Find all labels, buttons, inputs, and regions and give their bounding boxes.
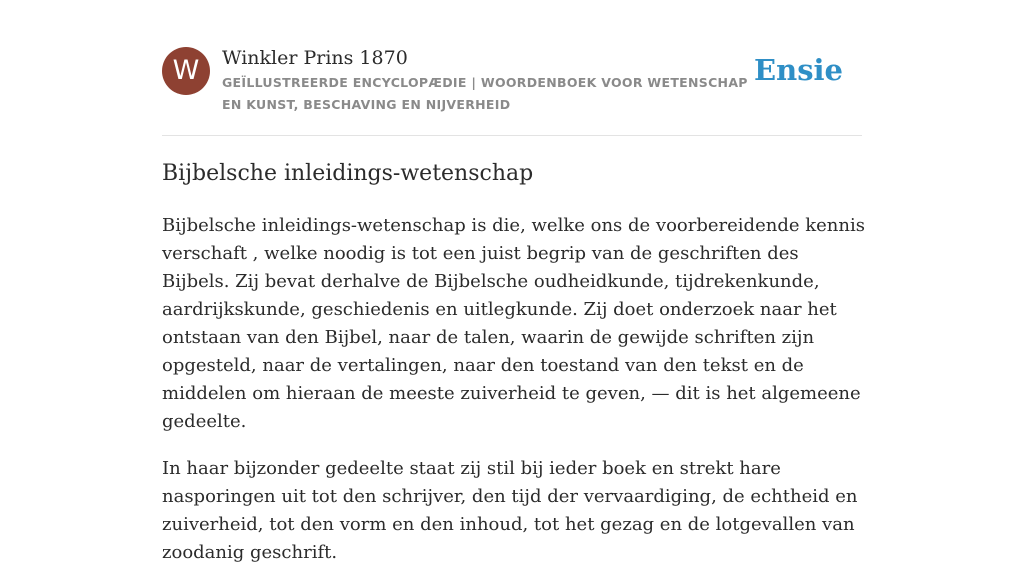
- article-body: [162, 212, 867, 586]
- article-paragraph: Bijbelsche inleidings-wetenschap is die, welke ons de voorbereidende kennis verschaft , welke noodig is tot een juist begrip van de geschriften des Bijbels. Zij bevat derhalve de Bijbelsche oudheidkunde, tijdrekenkunde, aardrijkskunde, geschiedenis en uitlegkunde. Zij doet onderzoek naar het ontstaan van den Bijbel, naar de talen, waarin de gewijde schriften zijn opgesteld, naar de vertalingen, naar den toestand van den tekst en de middelen om hieraan de meeste zuiverheid te geven, — dit is het algemeene gedeelte.: [162, 215, 865, 432]
- source-header: [162, 0, 862, 136]
- article-paragraph: In haar bijzonder gedeelte staat zij stil bij ieder boek en strekt hare nasporingen uit tot den schrijver, den tijd der vervaardiging, de echtheid en zuiverheid, tot den vorm en den inhoud, tot het gezag en de lotgevallen van zoodanig geschrift.: [162, 458, 858, 563]
- source-title[interactable]: Winkler Prins 1870: [222, 47, 408, 69]
- page-container: [162, 0, 865, 563]
- ensie-logo-link[interactable]: Ensie: [754, 53, 843, 87]
- source-avatar[interactable]: W: [162, 47, 210, 95]
- source-subtitle: GEÏLLUSTREERDE ENCYCLOPÆDIE | WOORDENBOEK VOOR WETENSCHAP EN KUNST, BESCHAVING EN NIJVERHEID: [222, 75, 748, 112]
- article-title: Bijbelsche inleidings-wetenschap: [162, 161, 534, 186]
